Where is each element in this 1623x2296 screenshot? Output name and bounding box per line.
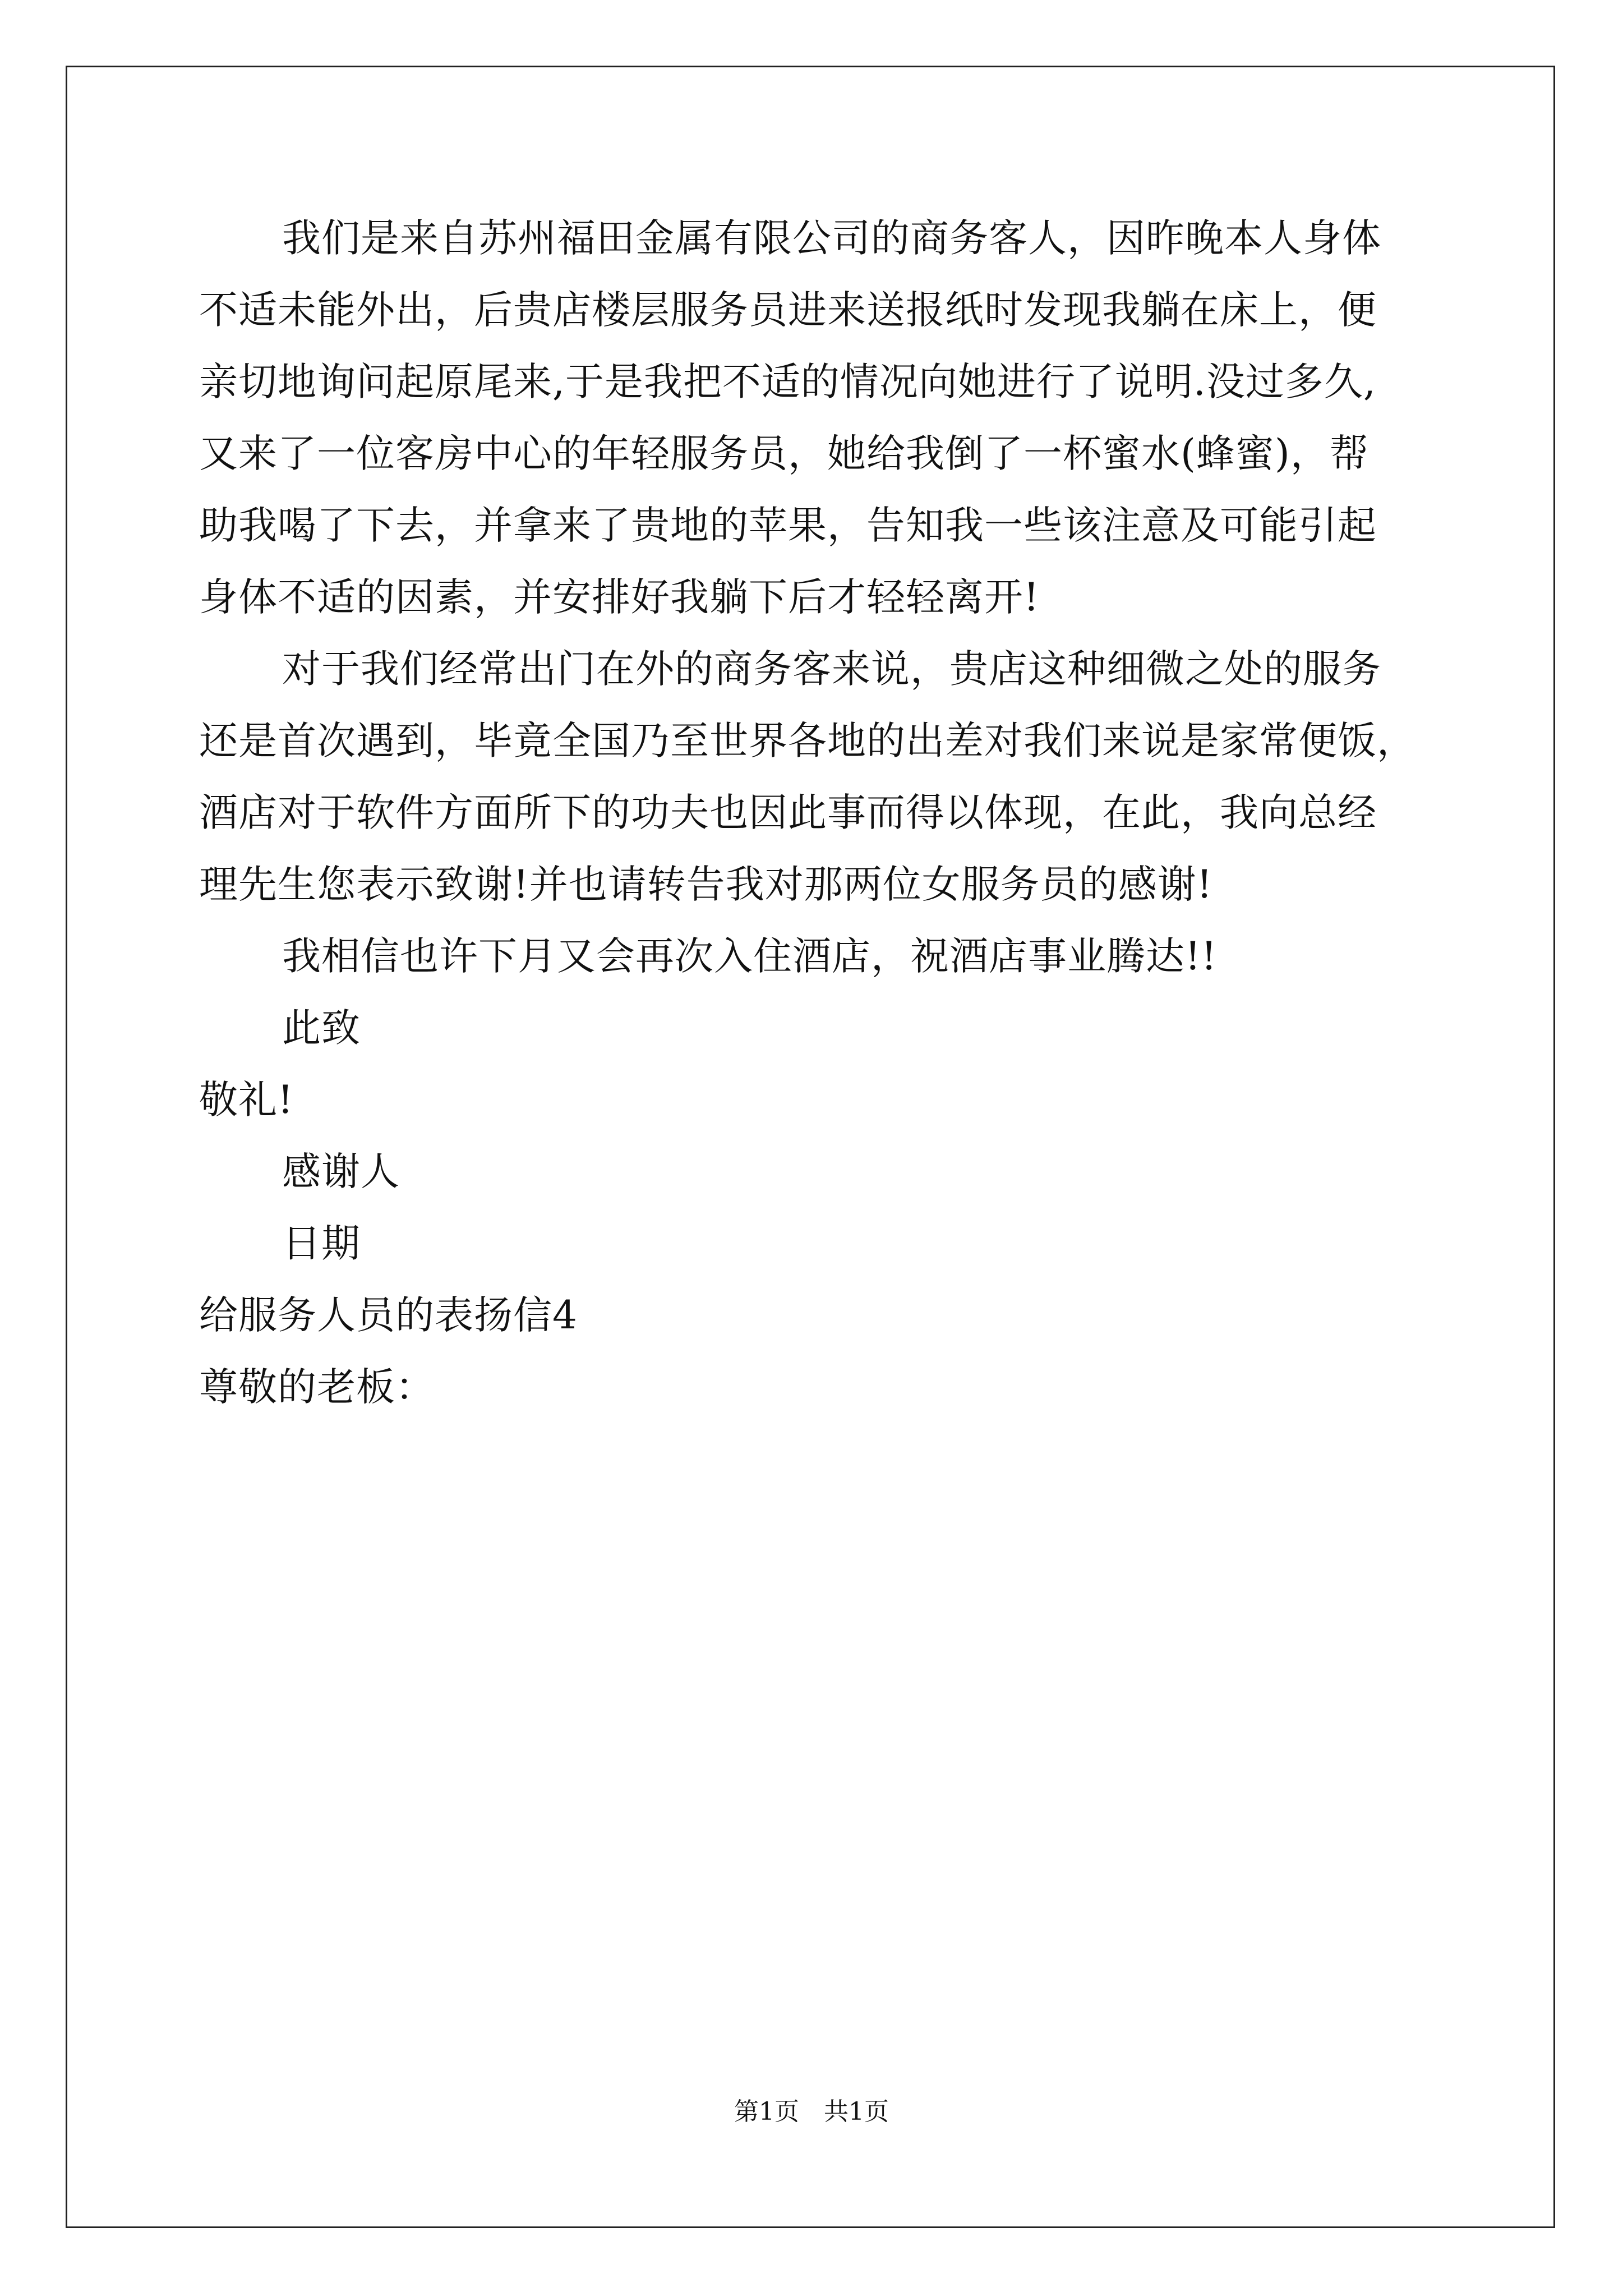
paragraph-line: 理先生您表示致谢!并也请转告我对那两位女服务员的感谢! (199, 862, 1213, 907)
paragraph-line: 对于我们经常出门在外的商务客来说，贵店这种细微之处的服务 (282, 647, 1381, 692)
signature-date: 日期 (282, 1221, 361, 1266)
paragraph-line: 亲切地询问起原尾来,于是我把不适的情况向她进行了说明.没过多久, (199, 360, 1376, 404)
paragraph-line: 又来了一位客房中心的年轻服务员，她给我倒了一杯蜜水(蜂蜜)，帮 (199, 431, 1369, 476)
paragraph-line: 我们是来自苏州福田金属有限公司的商务客人，因昨晚本人身体 (282, 216, 1381, 261)
letter-greeting: 尊敬的老板： (199, 1365, 435, 1410)
paragraph-line: 不适未能外出，后贵店楼层服务员进来送报纸时发现我躺在床上，便 (199, 288, 1377, 333)
section-title: 给服务人员的表扬信4 (199, 1293, 578, 1338)
paragraph-line: 酒店对于软件方面所下的功夫也因此事而得以体现，在此，我向总经 (199, 790, 1377, 835)
paragraph-line: 我相信也许下月又会再次入住酒店，祝酒店事业腾达!! (282, 934, 1218, 979)
salutation-regards: 敬礼! (199, 1078, 294, 1122)
signature-name: 感谢人 (282, 1149, 400, 1194)
paragraph-line: 还是首次遇到，毕竟全国乃至世界各地的出差对我们来说是家常便饭， (199, 719, 1416, 763)
page-footer: 第1页 共1页 (734, 2097, 889, 2126)
paragraph-line: 身体不适的因素，并安排好我躺下后才轻轻离开! (199, 575, 1040, 620)
salutation-closing: 此致 (282, 1006, 361, 1051)
paragraph-line: 助我喝了下去，并拿来了贵地的苹果，告知我一些该注意及可能引起 (199, 503, 1377, 548)
